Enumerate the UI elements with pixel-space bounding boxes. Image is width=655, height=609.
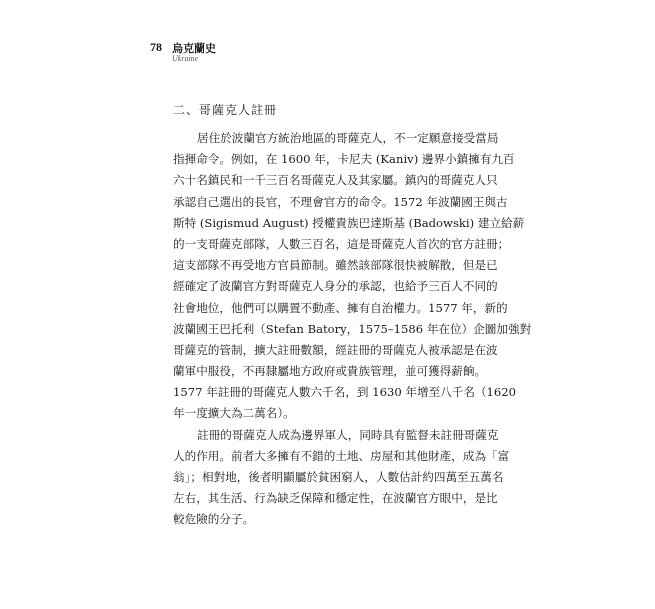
text-line: 1577 年註冊的哥薩克人數六千名，到 1630 年增至八千名（1620 bbox=[173, 385, 517, 400]
text-line: 註冊的哥薩克人成為邊界軍人，同時具有監督未註冊哥薩克 bbox=[197, 427, 499, 442]
page-number: 78 bbox=[150, 40, 162, 54]
body-text bbox=[173, 128, 532, 531]
text-line: 波蘭國王巴托利（Stefan Batory，1575–1586 年在位）企圖加強對 bbox=[173, 321, 532, 336]
text-line: 經確定了波蘭官方對哥薩克人身分的承認，也給予三百人不同的 bbox=[173, 279, 498, 294]
text-line: 居住於波蘭官方統治地區的哥薩克人，不一定願意接受當局 bbox=[197, 131, 499, 145]
text-line: 社會地位，他們可以購置不動產、擁有自治權力。1577 年，新的 bbox=[173, 300, 508, 315]
text-line: 承認自己選出的長官，不理會官方的命令。1572 年波蘭國王與古 bbox=[173, 194, 508, 209]
text-line: 左右，其生活、行為缺乏保障和穩定性，在波蘭官方眼中，是比 bbox=[173, 491, 498, 506]
paragraph-2 bbox=[173, 425, 510, 531]
book-title: 烏克蘭史 bbox=[172, 42, 216, 55]
text-line: 的一支哥薩克部隊，人數三百名，這是哥薩克人首次的官方註冊； bbox=[173, 236, 510, 251]
text-line: 這支部隊不再受地方官員節制。雖然該部隊很快被解散，但是已 bbox=[173, 258, 498, 273]
text-line: 哥薩克的管制，擴大註冊數額，經註冊的哥薩克人被承認是在波 bbox=[173, 342, 498, 357]
text-line: 較危險的分子。 bbox=[173, 512, 255, 527]
book-subtitle: Ukraine bbox=[172, 54, 199, 63]
text-line: 年一度擴大為二萬名）。 bbox=[173, 406, 295, 421]
text-line: 指揮命令。例如，在 1600 年，卡尼夫 (Kaniv) 邊界小鎮擁有九百 bbox=[173, 152, 515, 167]
text-line: 斯特 (Sigismud August) 授權貴族巴達斯基 (Badowski) 建立給薪 bbox=[173, 215, 525, 230]
section-heading: 二、哥薩克人註冊 bbox=[173, 103, 278, 117]
text-line: 翁」；相對地，後者明顯屬於貧困窮人，人數估計約四萬至五萬名 bbox=[173, 470, 504, 484]
text-line: 蘭軍中服役，不再隸屬地方政府或貴族管理，並可獲得薪餉。 bbox=[173, 364, 487, 379]
paragraph-1 bbox=[173, 128, 532, 425]
text-line: 六十名鎮民和一千三百名哥薩克人及其家屬。鎮內的哥薩克人只 bbox=[173, 173, 498, 188]
text-line: 人的作用。前者大多擁有不錯的土地、房屋和其他財產，成為「富 bbox=[173, 448, 510, 463]
